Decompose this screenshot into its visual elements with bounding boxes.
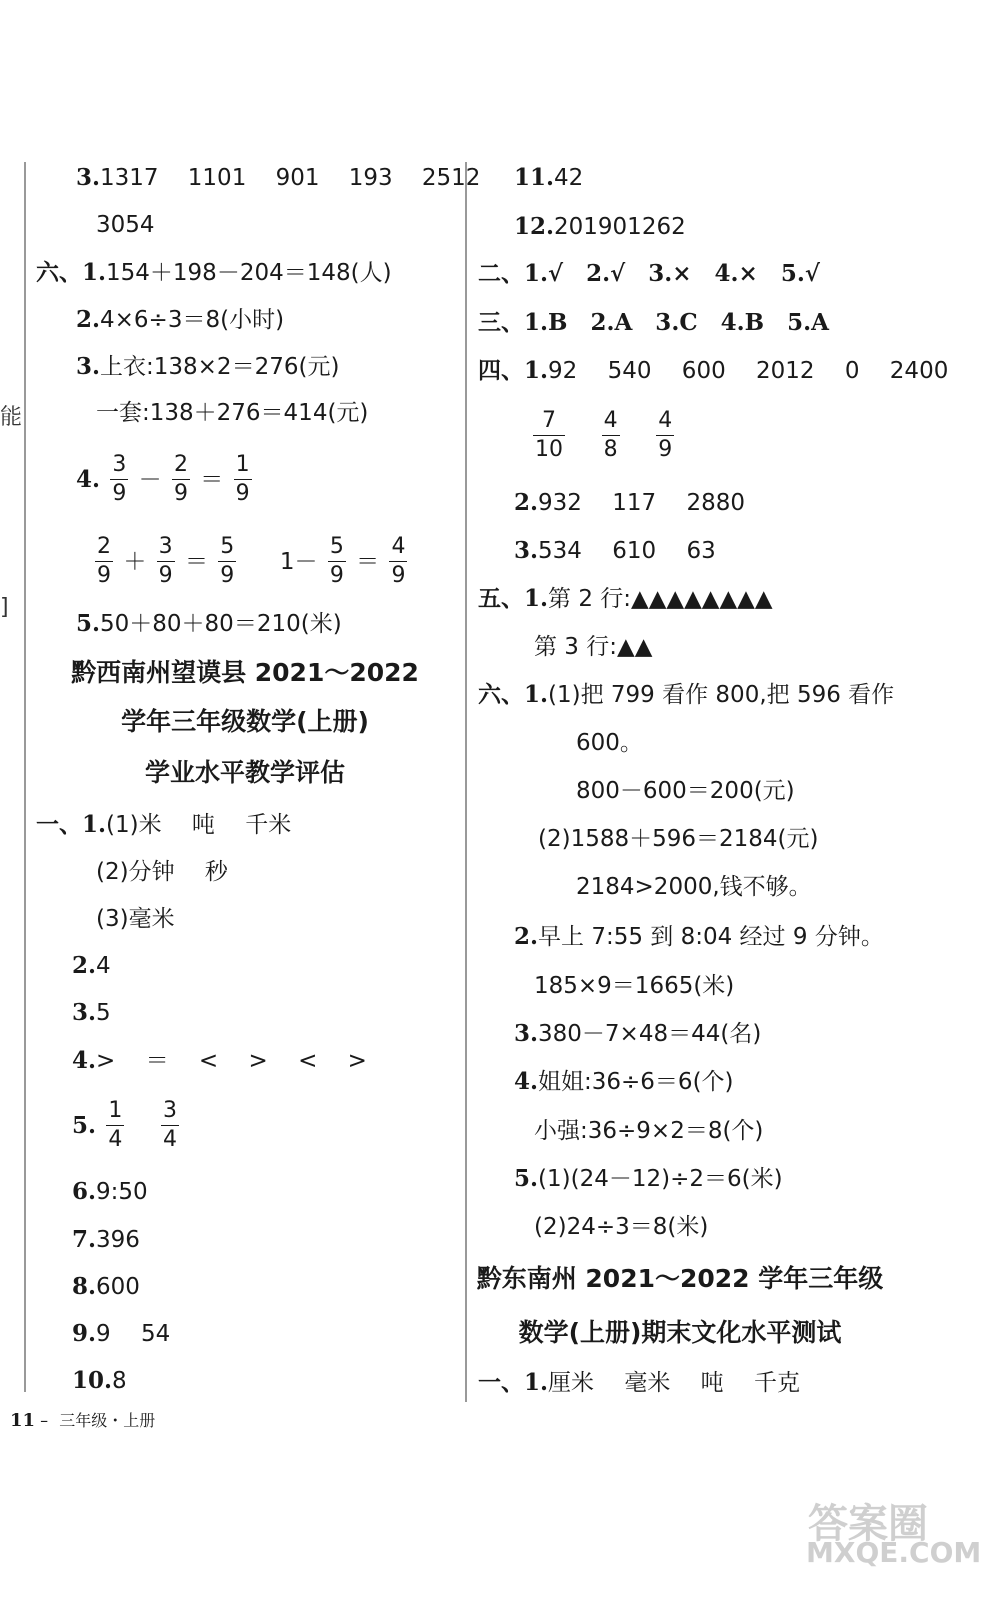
fraction: $\frac{4}{8}$ xyxy=(603,408,618,462)
answer-line: 9.9 54 xyxy=(72,1320,171,1347)
answer-line: 六、1.154＋198－204＝148(人) xyxy=(36,259,392,286)
answer-line: 3.5 xyxy=(72,999,111,1026)
fraction: $\frac{3}{9}$ xyxy=(158,534,173,588)
column-divider xyxy=(465,162,467,1402)
fraction: $\frac{4}{9}$ xyxy=(658,408,673,462)
answer-line: 8.600 xyxy=(72,1273,140,1300)
answer-line: 7.396 xyxy=(72,1226,140,1253)
section-title: 黔西南州望谟县 2021～2022 xyxy=(71,658,419,687)
fraction: $\frac{7}{10}$ xyxy=(535,408,563,462)
answer-line: 12.201901262 xyxy=(514,213,686,240)
answer-line: 一、1.(1)米 吨 千米 xyxy=(36,811,292,838)
answer-line: 四、1.92 540 600 2012 0 2400 xyxy=(478,357,949,384)
fraction-equation: $\frac{2}{9}$ ＋ $\frac{3}{9}$ ＝ $\frac{5}{9}$ 1－ $\frac{5}{9}$ ＝ $\frac{4}{9}$ xyxy=(97,534,406,588)
answer-line: (2)1588＋596＝2184(元) xyxy=(538,826,819,852)
left-margin-rule xyxy=(24,162,26,1392)
answer-line: 3.380－7×48＝44(名) xyxy=(514,1020,762,1047)
fraction: $\frac{2}{9}$ xyxy=(173,452,188,506)
answer-line: 11.42 xyxy=(514,164,584,191)
answer-line: 6.9:50 xyxy=(72,1178,148,1205)
answer-line: 2.4 xyxy=(72,952,111,979)
answer-line: 10.8 xyxy=(72,1367,127,1394)
answer-line: 小强:36÷9×2＝8(个) xyxy=(534,1118,764,1144)
answer-line: (2)分钟 秒 xyxy=(96,859,228,885)
answer-line: 2.4×6÷3＝8(小时) xyxy=(76,306,285,333)
fraction: $\frac{5}{9}$ xyxy=(220,534,235,588)
answer-line: 2.932 117 2880 xyxy=(514,489,745,516)
fraction: $\frac{1}{4}$ xyxy=(108,1098,123,1152)
answer-line: 5.(1)(24－12)÷2＝6(米) xyxy=(514,1165,783,1192)
answer-line: 一套:138＋276＝414(元) xyxy=(96,400,369,426)
answer-line: 3.534 610 63 xyxy=(514,537,716,564)
fraction: $\frac{4}{9}$ xyxy=(391,534,406,588)
section-title: 黔东南州 2021～2022 学年三年级 xyxy=(476,1264,884,1293)
answer-line: 第 3 行:▲▲ xyxy=(534,634,653,660)
answer-line: 185×9＝1665(米) xyxy=(534,973,735,999)
watermark-logo: 答案圈 xyxy=(808,1501,928,1547)
answer-line: 2.早上 7:55 到 8:04 经过 9 分钟。 xyxy=(514,923,884,950)
answer-line: 五、1.第 2 行:▲▲▲▲▲▲▲▲ xyxy=(478,585,773,612)
watermark-url: MXQE.COM xyxy=(806,1536,982,1569)
answer-line: 5.50＋80＋80＝210(米) xyxy=(76,610,342,637)
answer-line: 600。 xyxy=(576,730,643,756)
answer-line: 3054 xyxy=(96,212,155,238)
fraction-answer: 5. $\frac{1}{4}$ $\frac{3}{4}$ xyxy=(72,1098,177,1152)
fraction: $\frac{2}{9}$ xyxy=(97,534,111,588)
answer-line: 2184>2000,钱不够。 xyxy=(576,874,812,900)
answer-line: 三、1.B 2.A 3.C 4.B 5.A xyxy=(478,309,829,336)
answer-line: 二、1.√ 2.√ 3.× 4.× 5.√ xyxy=(478,260,820,287)
page-number: 11 xyxy=(10,1410,36,1431)
answer-line: 3.上衣:138×2＝276(元) xyxy=(76,353,340,380)
answer-line: 六、1.(1)把 799 看作 800,把 596 看作 xyxy=(478,681,895,708)
fraction: $\frac{1}{9}$ xyxy=(235,452,250,506)
answer-line: 800－600＝200(元) xyxy=(576,778,795,804)
section-title: 学业水平教学评估 xyxy=(144,758,345,787)
fraction-answer xyxy=(530,404,677,466)
answer-line: 4.> ＝ < > < > xyxy=(72,1047,367,1074)
section-title: 学年三年级数学(上册) xyxy=(121,707,369,736)
edge-mark: ] xyxy=(0,595,9,620)
fraction-equation: 4. $\frac{3}{9}$ － $\frac{2}{9}$ ＝ $\frac{1}{9}$ xyxy=(76,452,250,506)
fraction: $\frac{5}{9}$ xyxy=(329,534,344,588)
fraction: $\frac{3}{4}$ xyxy=(162,1098,177,1152)
answer-line: 3.1317 1101 901 193 2512 xyxy=(76,164,481,191)
section-title: 数学(上册)期末文化水平测试 xyxy=(518,1318,842,1347)
page-footer: 11 – 三年级・上册 xyxy=(10,1410,156,1431)
answer-line: (3)毫米 xyxy=(96,906,175,932)
answer-line: (2)24÷3＝8(米) xyxy=(534,1214,709,1240)
fraction: $\frac{3}{9}$ xyxy=(112,452,127,506)
answer-line: 4.姐姐:36÷6＝6(个) xyxy=(514,1068,734,1095)
answer-line: 一、1.厘米 毫米 吨 千克 xyxy=(478,1369,800,1396)
edge-mark: 能 xyxy=(0,405,23,430)
